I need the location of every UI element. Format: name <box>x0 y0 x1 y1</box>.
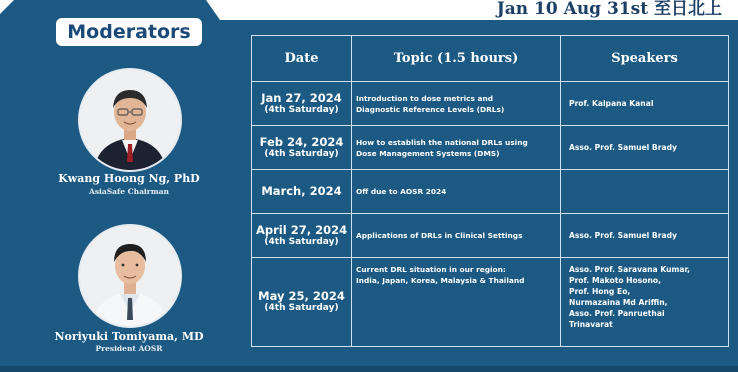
table-row <box>252 258 729 347</box>
table-row <box>252 126 729 170</box>
date-cell <box>252 170 352 214</box>
topic-line: Current DRL situation in our region: <box>356 265 506 274</box>
day-text: (4th Saturday) <box>264 148 339 159</box>
speaker-cell <box>561 170 729 214</box>
speaker-cell <box>561 82 729 126</box>
topic-cell <box>352 214 561 258</box>
moderator-2-title: President AOSR <box>95 344 163 353</box>
day-text: (4th Saturday) <box>264 303 339 313</box>
date-cell <box>252 126 352 170</box>
table-row <box>252 214 729 258</box>
date-text: April 27, 2024 <box>256 222 348 237</box>
topic-line: Applications of DRLs in Clinical Settings <box>356 231 523 240</box>
header-date: Date <box>252 36 352 82</box>
topic-cell <box>352 258 561 347</box>
speaker-line: Prof. Makoto Hosono, <box>569 276 661 285</box>
moderator-2-photo <box>78 224 182 328</box>
topic-line: Introduction to dose metrics and <box>356 93 494 103</box>
speaker-line: Asso. Prof. Samuel Brady <box>569 231 677 240</box>
speaker-line: Prof. Kalpana Kanal <box>569 99 654 108</box>
day-text: (4th Saturday) <box>264 104 339 115</box>
schedule-table <box>251 35 729 347</box>
topic-line: Diagnostic Reference Levels (DRLs) <box>356 104 505 114</box>
table-row <box>252 170 729 214</box>
moderator-2-name: Noriyuki Tomiyama, MD <box>54 330 204 343</box>
header-text-fragment: Jan 10 Aug 31st 至日北上 <box>496 0 722 19</box>
topic-line: How to establish the national DRLs using <box>356 137 528 147</box>
header-topic: Topic (1.5 hours) <box>352 36 561 82</box>
speaker-line: Prof. Hong Eo, <box>569 287 631 296</box>
date-cell <box>252 82 352 126</box>
topic-line: India, Japan, Korea, Malaysia & Thailand <box>356 276 525 285</box>
topic-cell <box>352 82 561 126</box>
topic-cell <box>352 170 561 214</box>
header-strip-slant <box>206 0 220 20</box>
table-header-row <box>252 36 729 82</box>
date-text: May 25, 2024 <box>258 289 345 303</box>
header-speakers: Speakers <box>561 36 729 82</box>
speaker-cell <box>561 126 729 170</box>
date-cell <box>252 258 352 347</box>
corner-accent <box>0 0 14 14</box>
topic-line: Off due to AOSR 2024 <box>356 187 447 196</box>
speaker-line: Asso. Prof. Samuel Brady <box>569 143 677 152</box>
moderator-1-photo <box>78 68 182 172</box>
date-text: March, 2024 <box>261 184 342 198</box>
topic-line: Dose Management Systems (DMS) <box>356 148 500 158</box>
day-text: (4th Saturday) <box>264 236 339 247</box>
speaker-cell <box>561 258 729 347</box>
speaker-cell <box>561 214 729 258</box>
date-text: Jan 27, 2024 <box>261 90 342 105</box>
moderator-1-name: Kwang Hoong Ng, PhD <box>58 172 200 185</box>
date-cell <box>252 214 352 258</box>
moderator-1-title: AsiaSafe Chairman <box>89 187 169 196</box>
topic-cell <box>352 126 561 170</box>
bottom-strip <box>0 366 738 372</box>
speaker-line: Asso. Prof. Saravana Kumar, <box>569 265 691 274</box>
speaker-line: Trinavarat <box>569 320 613 329</box>
moderators-badge: Moderators <box>56 18 202 46</box>
date-text: Feb 24, 2024 <box>259 134 344 149</box>
speaker-line: Nurmazaina Md Ariffin, <box>569 298 668 307</box>
speaker-line: Asso. Prof. Panruethai <box>569 309 665 318</box>
table-row <box>252 82 729 126</box>
